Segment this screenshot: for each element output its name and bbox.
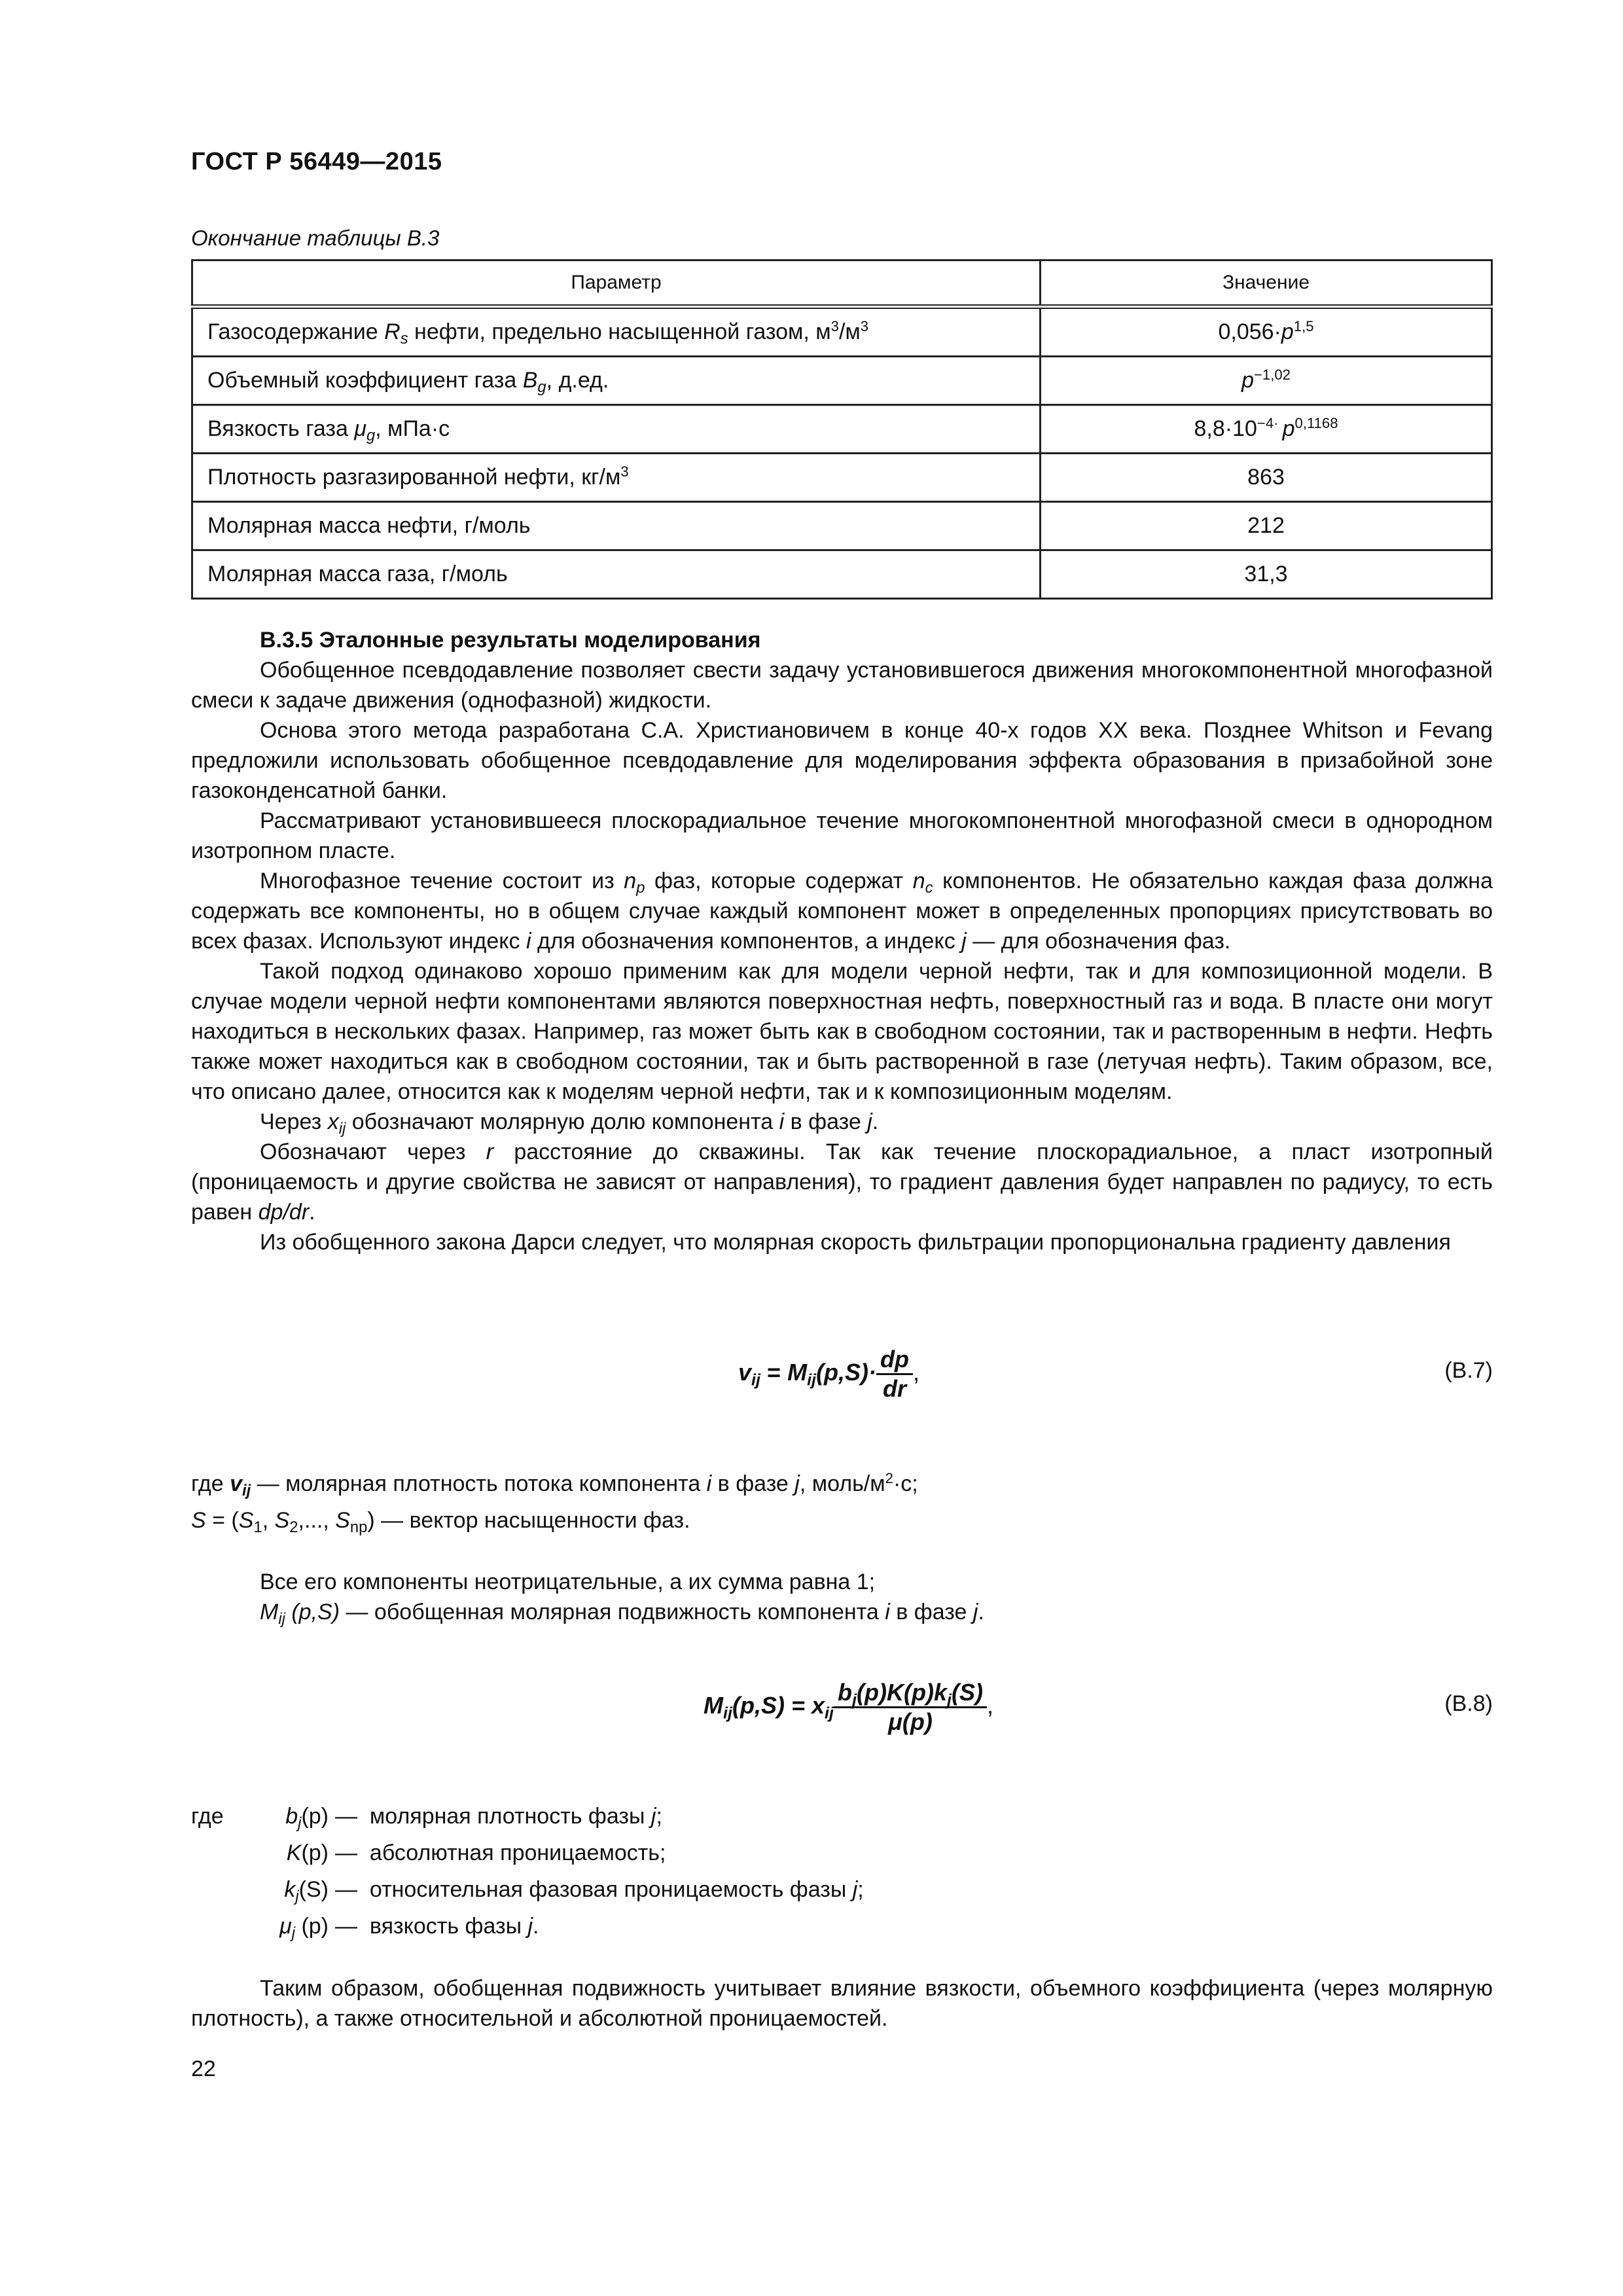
equation-b7: $v_{ij} = M_{ij}(p,S)\cdot$ $\frac{dp}{dr}$ , (738, 1346, 920, 1402)
where-symbol: K(p) (286, 1840, 329, 1865)
value-cell: 31,3 (1041, 550, 1492, 599)
table-row (192, 307, 1492, 357)
where-line: $M_{ij}$ (p,S) — обобщенная молярная подвижность компонента i в фазе j. (260, 1600, 984, 1628)
value-cell: $8,8\cdot 10^{-4\cdot}$ $p^{0,1168}$ (1041, 405, 1492, 454)
where-description: — относительная фазовая проницаемость фазы j; (335, 1877, 864, 1902)
paragraph: Такой подход одинаково хорошо применим как для модели черной нефти, так и для композиционной модели. В случае модели черной нефти компонентами являются поверхностная нефть, поверхностный газ и вода. В пласте они могут находиться в нескольких фазах. Например, газ может быть как в свободном состоянии, так и растворенным в нефти. Нефть также может находиться как в свободном состоянии, так и быть растворенной в газе (летучая нефть). Таким образом, все, что описано далее, относится как к моделям черной нефти, так и к композиционным моделям. (191, 959, 1493, 1104)
where-line: $S = (S_1$, $S_2$,..., $S_{np}$) — вектор насыщенности фаз. (191, 1508, 690, 1537)
equation-number-b7: (В.7) (1444, 1358, 1493, 1383)
paragraph: Обозначают через r расстояние до скважины. Так как течение плоскорадиальное, а пласт изотропный (проницаемость и другие свойства не зависят от направления), то градиент давления будет направлен по радиусу, то есть равен dp/dr. (191, 1139, 1493, 1225)
value-cell: $p^{-1,02}$ (1041, 357, 1492, 405)
where-symbol: $k_j(S)$ (284, 1877, 329, 1906)
paragraph: Основа этого метода разработана С.А. Христиановичем в конце 40-х годов XX века. Позднее Whitson и Fevang предложили использовать обобщенное псевдодавление для моделирования эффекта образования в призабойной зоне газоконденсатной банки. (191, 718, 1493, 803)
column-header-value: Значение (1041, 260, 1492, 307)
equation-b8: $M_{ij}(p,S) = x_{ij}$ $\frac{b_j(p)K(p)k_j(S)}{\mu(p)}$ , (704, 1679, 993, 1735)
paragraph: Из обобщенного закона Дарси следует, что молярная скорость фильтрации пропорциональна градиенту давления (260, 1230, 1451, 1255)
fraction: $\frac{dp}{dr}$ (876, 1346, 913, 1403)
where-description: — молярная плотность фазы j; (335, 1804, 662, 1829)
fraction: $\frac{b_j(p)K(p)k_j(S)}{\mu(p)}$ (834, 1679, 987, 1736)
value-cell: $0,056\cdot p^{1,5}$ (1041, 307, 1492, 357)
paragraph: Многофазное течение состоит из $n_p$ фаз, которые содержат $n_c$ компонентов. Не обязательно каждая фаза должна содержать все компоненты, но в общем случае каждый компонент может в определенных пропорциях присутствовать во всех фазах. Используют индекс i для обозначения компонентов, а индекс j — для обозначения фаз. (191, 869, 1493, 954)
parameter-cell: Объемный коэффициент газа $B_g$, д.ед. (192, 357, 1041, 405)
value-cell: 863 (1041, 454, 1492, 502)
where-symbol: $b_j(p)$ (285, 1804, 329, 1833)
document-header: ГОСТ Р 56449—2015 (191, 148, 442, 175)
section-body (191, 625, 1493, 1257)
parameter-cell: Молярная масса газа, г/моль (192, 550, 1041, 599)
parameter-cell: Газосодержание $R_s$ нефти, предельно насыщенной газом, $м^3/м^3$ (192, 307, 1041, 357)
page-number: 22 (191, 2056, 216, 2081)
table-header-row (192, 260, 1492, 307)
where-line: где $v_{ij}$ — молярная плотность потока компонента i в фазе j, моль/$м^2\cdot с$; (191, 1469, 918, 1500)
parameter-cell: Молярная масса нефти, г/моль (192, 502, 1041, 550)
column-header-parameter: Параметр (192, 260, 1041, 307)
closing-paragraph: Таким образом, обобщенная подвижность учитывает влияние вязкости, объемного коэффициента (через молярную плотность), а также относительной и абсолютной проницаемостей. (191, 1976, 1493, 2031)
where-description: — вязкость фазы j. (335, 1914, 539, 1939)
parameter-cell: Вязкость газа $\mu_g$, мПа·с (192, 405, 1041, 454)
paragraph: Через $x_{ij}$ обозначают молярную долю компонента i в фазе j. (260, 1109, 879, 1138)
table-caption: Окончание таблицы В.3 (191, 226, 440, 250)
section-title: В.3.5 Эталонные результаты моделирования (260, 628, 761, 653)
equation-number-b8: (В.8) (1444, 1691, 1493, 1716)
where-label: где (191, 1804, 224, 1829)
where-line: Все его компоненты неотрицательные, а их сумма равна 1; (260, 1570, 876, 1594)
where-description: — абсолютная проницаемость; (335, 1840, 666, 1865)
table-row (192, 502, 1492, 550)
parameters-table (191, 259, 1493, 600)
table-row (192, 550, 1492, 599)
paragraph: Рассматривают установившееся плоскорадиальное течение многокомпонентной многофазной смеси в однородном изотропном пласте. (191, 808, 1493, 863)
table-row (192, 454, 1492, 502)
parameter-cell: Плотность разгазированной нефти, $кг/м^3$ (192, 454, 1041, 502)
table-row (192, 405, 1492, 454)
table-row (192, 357, 1492, 405)
paragraph: Обобщенное псевдодавление позволяет свести задачу установившегося движения многокомпонентной многофазной смеси к задаче движения (однофазной) жидкости. (191, 658, 1493, 713)
where-symbol: $\mu_j$ (p) (279, 1914, 329, 1943)
value-cell: 212 (1041, 502, 1492, 550)
